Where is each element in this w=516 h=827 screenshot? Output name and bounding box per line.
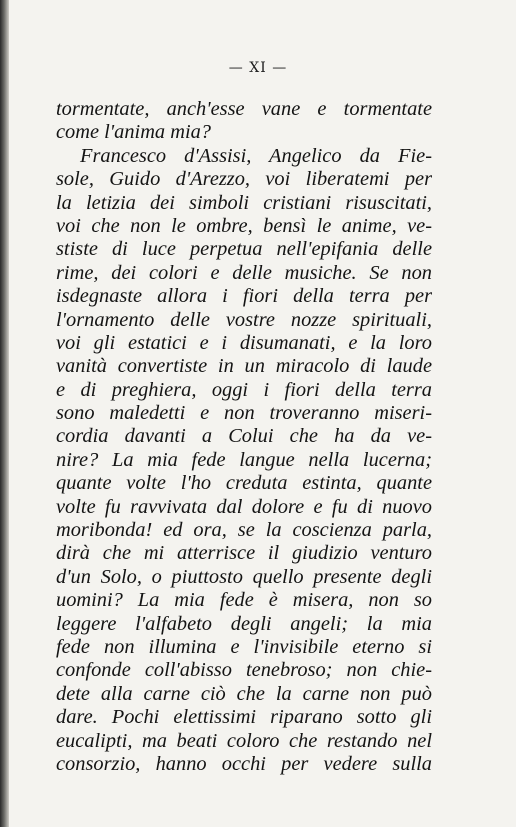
text-line: come l'anima mia? — [56, 121, 212, 144]
text-line: dete alla carne ciò che la carne non può — [56, 682, 432, 705]
text-line: dirà che mi atterrisce il giudizio venturo — [56, 542, 432, 565]
text-line: vanità convertiste in un miracolo di laude — [56, 355, 432, 378]
text-line: volte fu ravvivata dal dolore e fu di nuovo — [56, 495, 432, 518]
text-line: isdegnaste allora i fiori della terra per — [56, 285, 432, 308]
text-line: uomini? La mia fede è misera, non so — [56, 589, 432, 612]
text-line: quante volte l'ho creduta estinta, quante — [56, 472, 432, 495]
text-line: d'un Solo, o piuttosto quello presente degli — [56, 565, 432, 588]
text-line: moribonda! ed ora, se la coscienza parla, — [56, 519, 432, 542]
page-number: — XI — — [228, 60, 288, 76]
text-line: consorzio, hanno occhi per vedere sulla — [56, 752, 432, 775]
text-line: cordia davanti a Colui che ha da ve- — [56, 425, 432, 448]
text-line: voi gli estatici e i disumanati, e la loro — [56, 331, 432, 354]
text-line: rime, dei colori e delle musiche. Se non — [56, 261, 432, 284]
text-line: leggere l'alfabeto degli angeli; la mia — [56, 612, 432, 635]
binding-edge — [0, 0, 9, 827]
text-line: sono maledetti e non troveranno miseri- — [56, 402, 432, 425]
text-line: sole, Guido d'Arezzo, voi liberatemi per — [56, 168, 432, 191]
body-text — [56, 98, 432, 776]
text-line: confonde coll'abisso tenebroso; non chie- — [56, 659, 432, 682]
text-line: l'ornamento delle vostre nozze spirituali, — [56, 308, 432, 331]
text-line: nire? La mia fede langue nella lucerna; — [56, 448, 432, 471]
text-line: voi che non le ombre, bensì le anime, ve- — [56, 214, 432, 237]
text-line: tormentate, anch'esse vane e tormentate — [56, 98, 432, 120]
text-line: eucalipti, ma beati coloro che restando nel — [56, 729, 432, 752]
text-line: fede non illumina e l'invisibile eterno si — [56, 635, 432, 658]
text-line: e di preghiera, oggi i fiori della terra — [56, 378, 432, 401]
text-line: Francesco d'Assisi, Angelico da Fie- — [80, 144, 432, 167]
text-line: la letizia dei simboli cristiani risuscitati, — [56, 191, 432, 214]
text-line: dare. Pochi elettissimi riparano sotto gli — [56, 706, 432, 729]
text-line: stiste di luce perpetua nell'epifania delle — [56, 238, 432, 261]
